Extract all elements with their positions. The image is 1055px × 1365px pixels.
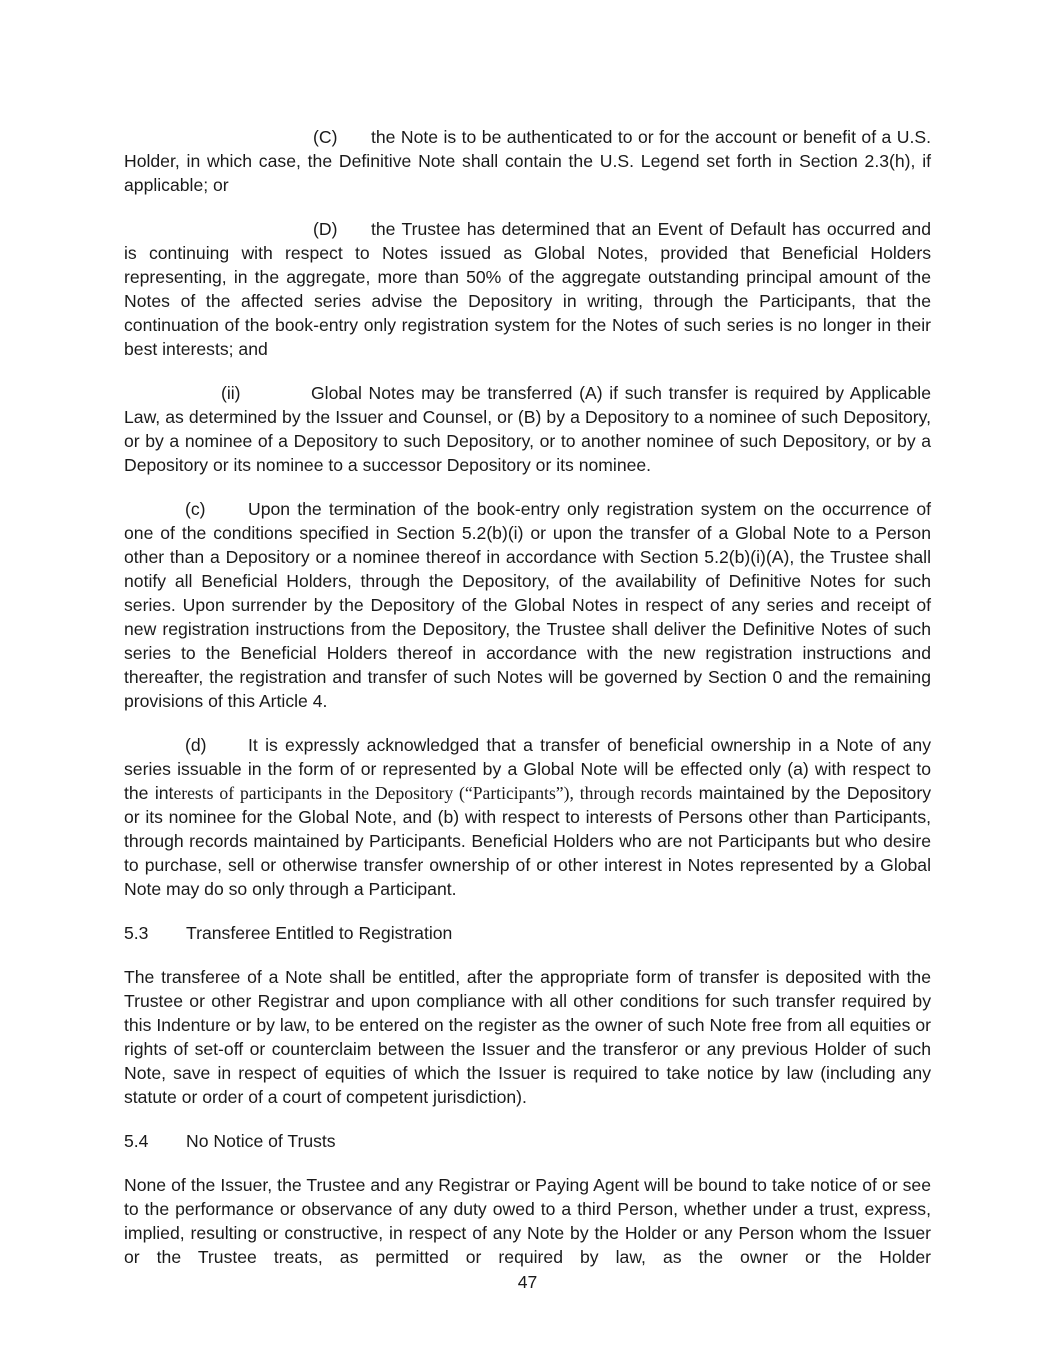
section-heading [124,921,931,945]
section-body: The transferee of a Note shall be entitled, after the appropriate form of transfer is deposited with the Trustee or other Registrar and upon compliance with all other conditions for such transfer required by this Indenture or by law, to be entered on the register as the owner of such Note free from all equities or rights of set-off or counterclaim between the Issuer and the transferor or any previous Holder of such Note, save in respect of equities of which the Issuer is required to take notice by law (including any statute or order of a court of competent jurisdiction). [124,967,931,1107]
paragraph-text: the Trustee has determined that an Event of Default has occurred and is continuing with respect to Notes issued as Global Notes, provided that Beneficial Holders representing, in the aggregate, more than 50% of the aggregate outstanding principal amount of the Notes of the affected series advise the Depository in writing, through the Participants, that the continuation of the book-entry only registration system for the Notes of such series is no longer in their best interests; and [124,219,931,359]
paragraph-c [124,497,931,713]
paragraph-text: the Note is to be authenticated to or for the account or benefit of a U.S. Holder, in which case, the Definitive Note shall contain the U.S. Legend set forth in Section 2.3(h), if applicable; or [124,127,931,195]
paragraph-D [124,217,931,361]
paragraph-text: maintained by the Depository or its nominee for the Global Note, and (b) with respect to interests of Persons other than Participants, through records maintained by Participants. Beneficial Holders who are not Participants but who desire to purchase, sell or otherwise transfer ownership of or other interest in Notes represented by a Global Note may do so only through a Participant. [124,783,931,899]
section-number: 5.4 [124,1131,149,1151]
document-page [124,125,931,1269]
paragraph-C [124,125,931,197]
paragraph-ii [124,381,931,477]
page-number: 47 [517,1272,538,1292]
paragraph-text: Upon the termination of the book-entry only registration system on the occurrence of one of the conditions specified in Section 5.2(b)(i) or upon the transfer of a Global Note to a Person other than a Depository or a nominee thereof in accordance with Section 5.2(b)(i)(A), the Trustee shall notify all Beneficial Holders, through the Depository, of the availability of Definitive Notes for such series. Upon surrender by the Depository of the Global Notes in respect of any series and receipt of new registration instructions from the Depository, the Trustee shall deliver the Definitive Notes of such series to the Beneficial Holders thereof in accordance with the new registration instructions and thereafter, the registration and transfer of such Notes will be governed by Section 0 and the remaining provisions of this Article 4. [124,499,931,711]
paragraph-text-serif: erests of participants in the Depository (“Participants”), through records [173,783,693,803]
section-body: None of the Issuer, the Trustee and any Registrar or Paying Agent will be bound to take notice of or see to the performance or observance of any duty owed to a third Person, whether under a trust, express, implied, resulting or constructive, in respect of any Note by the Holder or any Person whom the Issuer or the Trustee treats, as permitted or required by law, as the owner or the Holder [124,1175,931,1267]
paragraph-text: Global Notes may be transferred (A) if such transfer is required by Applicable Law, as determined by the Issuer and Counsel, or (B) by a Depository to a nominee of such Depository, or by a nominee of a Depository to such Depository, or to another nominee of such Depository, or by a Depository or its nominee to a successor Depository or its nominee. [124,383,931,475]
section-number: 5.3 [124,923,149,943]
paragraph-d [124,733,931,901]
paragraph-label: (ii) [221,383,241,403]
section-title: No Notice of Trusts [186,1131,336,1151]
section-heading [124,1129,931,1153]
paragraph-label: (d) [185,735,207,755]
section-title: Transferee Entitled to Registration [186,923,453,943]
paragraph-label: (c) [185,499,206,519]
paragraph-text: It is expressly acknowledged that a transfer of beneficial ownership in a Note of any series issuable in the form of or represented by a Global Note will be effected only (a) with respect to the int [124,735,931,803]
paragraph-label: (D) [313,219,338,239]
paragraph-label: (C) [313,127,338,147]
